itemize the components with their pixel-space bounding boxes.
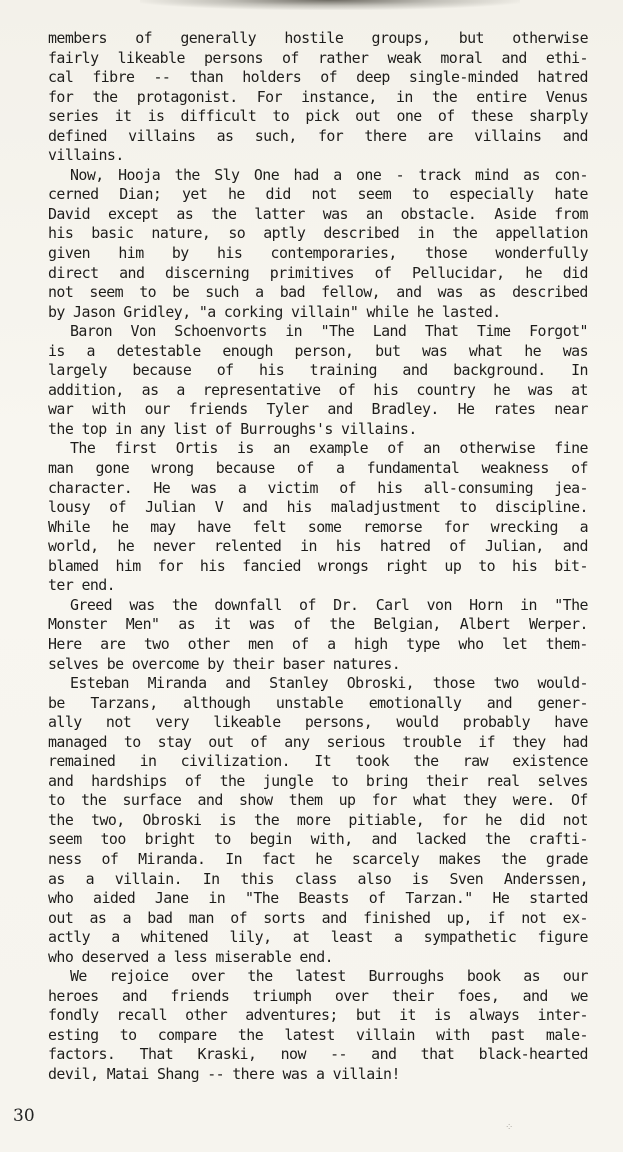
text-line: fairly likeable persons of rather weak moral and ethi- [48, 48, 588, 67]
article-body [48, 29, 588, 1085]
text-line: who aided Jane in "The Beasts of Tarzan." He started [48, 889, 588, 908]
text-line: lousy of Julian V and his maladjustment to discipline. [48, 498, 588, 517]
text-line: selves be overcome by their baser natures. [48, 654, 401, 673]
page-number: 30 [13, 1106, 35, 1126]
text-line: and hardships of the jungle to bring their real selves [48, 771, 588, 790]
text-line: remained in civilization. It took the raw existence [48, 752, 588, 771]
text-line: blamed him for his fancied wrongs right up to his bit- [48, 556, 588, 575]
text-line: cerned Dian; yet he did not seem to especially hate [48, 185, 588, 204]
text-line: ness of Miranda. In fact he scarcely makes the grade [48, 849, 588, 868]
text-line: heroes and friends triumph over their foes, and we [48, 986, 588, 1005]
text-line: by Jason Gridley, "a corking villain" while he lasted. [48, 302, 501, 321]
scan-edge-shadow [140, 0, 520, 10]
text-line: Monster Men" as it was of the Belgian, Albert Werper. [48, 615, 588, 634]
text-line: Here are two other men of a high type who let them- [48, 634, 588, 653]
text-line: managed to stay out of any serious trouble if they had [48, 732, 588, 751]
text-line: ally not very likeable persons, would probably have [48, 713, 588, 732]
text-line: We rejoice over the latest Burroughs book as our [70, 967, 588, 986]
text-line: While he may have felt some remorse for wrecking a [48, 517, 588, 536]
text-line: is a detestable enough person, but was what he was [48, 341, 588, 360]
text-line: devil, Matai Shang -- there was a villain! [48, 1064, 400, 1083]
text-line: actly a whitened lily, at least a sympathetic figure [48, 928, 588, 947]
text-line: given him by his contemporaries, those wonderfully [48, 244, 588, 263]
text-line: series it is difficult to pick out one of these sharply [48, 107, 588, 126]
text-line: war with our friends Tyler and Bradley. He rates near [48, 400, 588, 419]
text-line: direct and discerning primitives of Pellucidar, he did [48, 263, 588, 282]
text-line: addition, as a representative of his country he was at [48, 380, 588, 399]
text-line: esting to compare the latest villain with past male- [48, 1025, 588, 1044]
text-line: as a villain. In this class also is Sven Anderssen, [48, 869, 588, 888]
text-line: Greed was the downfall of Dr. Carl von Horn in "The [70, 595, 588, 614]
text-line: out as a bad man of sorts and finished up, if not ex- [48, 908, 588, 927]
text-line: The first Ortis is an example of an otherwise fine [70, 439, 588, 458]
text-line: largely because of his training and background. In [48, 361, 588, 380]
text-line: to the surface and show them up for what they were. Of [48, 791, 588, 810]
text-line: for the protagonist. For instance, in the entire Venus [48, 87, 588, 106]
text-line: character. He was a victim of his all-consuming jea- [48, 478, 588, 497]
scan-speckle: ⁘ [505, 1122, 514, 1133]
text-line: not seem to be such a bad fellow, and was as described [48, 283, 588, 302]
text-line: defined villains as such, for there are villains and [48, 126, 588, 145]
text-line: his basic nature, so aptly described in the appellation [48, 224, 588, 243]
text-line: Now, Hooja the Sly One had a one - track mind as con- [70, 165, 588, 184]
text-line: David except as the latter was an obstacle. Aside from [48, 204, 588, 223]
text-line: ter end. [48, 576, 116, 595]
text-line: the two, Obroski is the more pitiable, for he did not [48, 810, 588, 829]
text-line: who deserved a less miserable end. [48, 947, 334, 966]
text-line: the top in any list of Burroughs's villains. [48, 419, 417, 438]
text-line: villains. [48, 146, 124, 165]
text-line: fondly recall other adventures; but it is always inter- [48, 1006, 588, 1025]
text-line: world, he never relented in his hatred of Julian, and [48, 537, 588, 556]
text-line: cal fibre -- than holders of deep single-minded hatred [48, 68, 588, 87]
text-line: Baron Von Schoenvorts in "The Land That Time Forgot" [70, 322, 588, 341]
text-line: members of generally hostile groups, but otherwise [48, 29, 588, 47]
text-line: factors. That Kraski, now -- and that black-hearted [48, 1045, 588, 1064]
text-line: man gone wrong because of a fundamental weakness of [48, 459, 588, 478]
text-line: be Tarzans, although unstable emotionally and gener- [48, 693, 588, 712]
text-line: seem too bright to begin with, and lacked the crafti- [48, 830, 588, 849]
text-line: Esteban Miranda and Stanley Obroski, those two would- [70, 674, 588, 693]
